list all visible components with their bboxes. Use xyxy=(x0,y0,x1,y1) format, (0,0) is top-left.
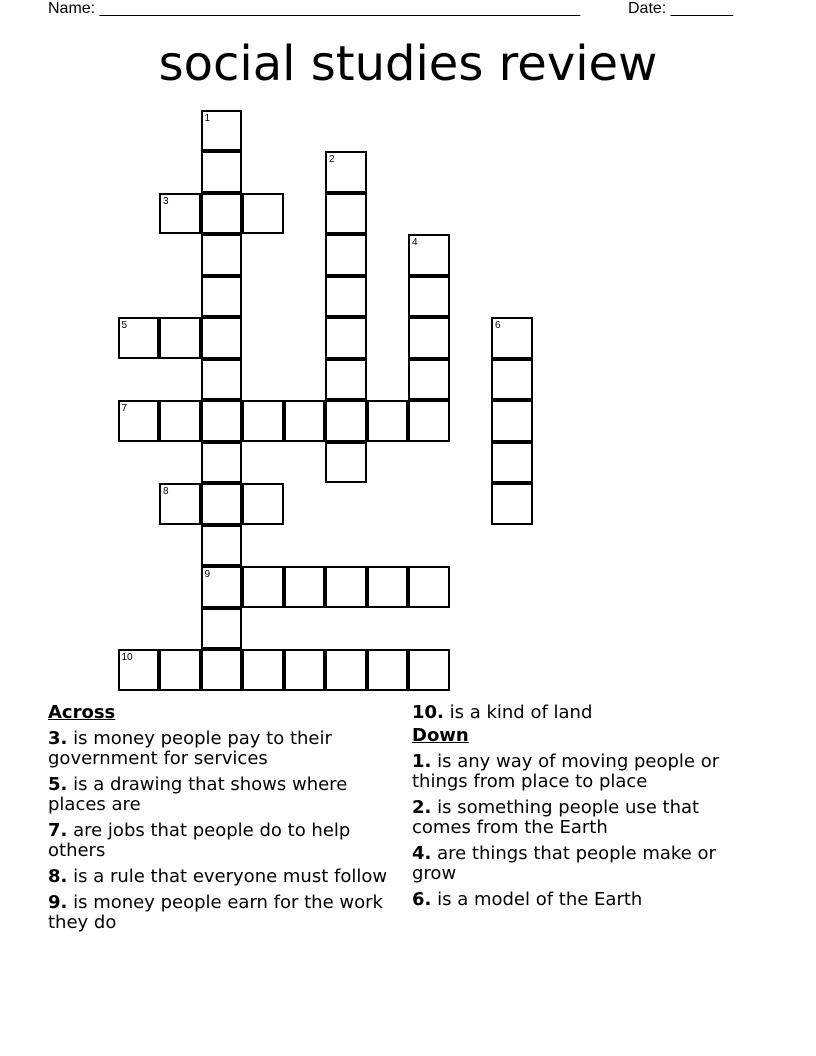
cell-number: 8 xyxy=(163,486,169,497)
clue-text: is money people earn for the work they do xyxy=(48,892,383,933)
clue-down-2 xyxy=(412,798,762,838)
crossword-cell[interactable] xyxy=(242,193,284,235)
crossword-cell[interactable] xyxy=(159,193,201,235)
crossword-cell[interactable] xyxy=(201,151,243,193)
crossword-cell[interactable] xyxy=(201,359,243,401)
clue-text: is a kind of land xyxy=(443,702,593,723)
crossword-cell[interactable] xyxy=(284,649,326,691)
clue-across-5 xyxy=(48,775,398,815)
crossword-cell[interactable] xyxy=(491,483,533,525)
clue-text: is a rule that everyone must follow xyxy=(67,866,388,887)
crossword-cell[interactable] xyxy=(284,400,326,442)
crossword-cell[interactable] xyxy=(201,608,243,650)
clue-number: 10. xyxy=(412,702,444,723)
clue-down-4 xyxy=(412,844,762,884)
crossword-cell[interactable] xyxy=(118,317,160,359)
clue-across-10 xyxy=(412,703,762,723)
crossword-cell[interactable] xyxy=(408,317,450,359)
crossword-cell[interactable] xyxy=(159,649,201,691)
crossword-cell[interactable] xyxy=(491,359,533,401)
crossword-cell[interactable] xyxy=(491,317,533,359)
cell-number: 4 xyxy=(412,237,418,248)
clue-text: is money people pay to their government for services xyxy=(48,728,332,769)
clue-across-9 xyxy=(48,893,398,933)
crossword-cell[interactable] xyxy=(325,151,367,193)
down-heading: Down xyxy=(412,725,469,746)
crossword-cell[interactable] xyxy=(201,110,243,152)
crossword-cell[interactable] xyxy=(325,193,367,235)
clues-column-left xyxy=(48,703,398,939)
clue-text: is a model of the Earth xyxy=(431,889,643,910)
crossword-cell[interactable] xyxy=(408,400,450,442)
crossword-cell[interactable] xyxy=(325,442,367,484)
crossword-cell[interactable] xyxy=(201,525,243,567)
crossword-cell[interactable] xyxy=(367,649,409,691)
clue-number: 7. xyxy=(48,820,68,841)
crossword-cell[interactable] xyxy=(325,359,367,401)
crossword-cell[interactable] xyxy=(408,234,450,276)
clue-text: is any way of moving people or things from place to place xyxy=(412,751,720,792)
cell-number: 9 xyxy=(204,569,211,580)
crossword-cell[interactable] xyxy=(325,317,367,359)
clue-across-3 xyxy=(48,729,398,769)
crossword-cell[interactable] xyxy=(325,649,367,691)
clue-across-8 xyxy=(48,867,398,887)
crossword-cell[interactable] xyxy=(325,276,367,318)
crossword-cell[interactable] xyxy=(242,566,284,608)
crossword-cell[interactable] xyxy=(242,400,284,442)
crossword-cell[interactable] xyxy=(325,234,367,276)
crossword-cell[interactable] xyxy=(159,317,201,359)
crossword-cell[interactable] xyxy=(367,566,409,608)
page-title: social studies review xyxy=(158,36,658,92)
clue-text: are jobs that people do to help others xyxy=(48,820,351,861)
crossword-cell[interactable] xyxy=(118,649,160,691)
crossword-cell[interactable] xyxy=(408,649,450,691)
clue-across-7 xyxy=(48,821,398,861)
clue-number: 2. xyxy=(412,797,432,818)
crossword-cell[interactable] xyxy=(242,649,284,691)
name-field[interactable]: Name: ______________________________________________________ xyxy=(48,0,581,17)
cell-number: 2 xyxy=(329,154,335,165)
clue-text: is something people use that comes from the Earth xyxy=(412,797,700,838)
crossword-cell[interactable] xyxy=(201,442,243,484)
crossword-cell[interactable] xyxy=(159,483,201,525)
cell-number: 3 xyxy=(163,195,169,207)
clues-column-right xyxy=(412,703,762,916)
clue-number: 3. xyxy=(48,728,68,749)
crossword-cell[interactable] xyxy=(284,566,326,608)
crossword-cell[interactable] xyxy=(201,566,243,608)
crossword-cell[interactable] xyxy=(325,566,367,608)
crossword-cell[interactable] xyxy=(201,276,243,318)
clue-number: 9. xyxy=(48,892,68,913)
across-heading: Across xyxy=(48,702,116,723)
crossword-cell[interactable] xyxy=(201,234,243,276)
crossword-cell[interactable] xyxy=(201,193,243,235)
cell-number: 5 xyxy=(121,320,128,331)
crossword-cell[interactable] xyxy=(201,483,243,525)
clue-number: 6. xyxy=(412,889,432,910)
crossword-cell[interactable] xyxy=(159,400,201,442)
clue-down-6 xyxy=(412,890,762,910)
clue-text: is a drawing that shows where places are xyxy=(48,774,348,815)
crossword-cell[interactable] xyxy=(201,649,243,691)
crossword-cell[interactable] xyxy=(201,400,243,442)
crossword-cell[interactable] xyxy=(242,483,284,525)
crossword-cell[interactable] xyxy=(408,276,450,318)
cell-number: 10 xyxy=(121,652,133,663)
crossword-cell[interactable] xyxy=(408,566,450,608)
clue-number: 4. xyxy=(412,843,432,864)
clue-number: 8. xyxy=(48,866,68,887)
clue-text: are things that people make or grow xyxy=(412,843,716,884)
crossword-cell[interactable] xyxy=(367,400,409,442)
crossword-cell[interactable] xyxy=(491,400,533,442)
date-field[interactable]: Date: _______ xyxy=(628,0,733,17)
cell-number: 6 xyxy=(495,320,501,331)
cell-number: 7 xyxy=(121,403,128,414)
crossword-cell[interactable] xyxy=(118,400,160,442)
crossword-cell[interactable] xyxy=(325,400,367,442)
crossword-cell[interactable] xyxy=(491,442,533,484)
crossword-cell[interactable] xyxy=(201,317,243,359)
clue-number: 5. xyxy=(48,774,68,795)
crossword-cell[interactable] xyxy=(408,359,450,401)
cell-number: 1 xyxy=(204,112,211,124)
clue-down-1 xyxy=(412,752,762,792)
clue-number: 1. xyxy=(412,751,432,772)
